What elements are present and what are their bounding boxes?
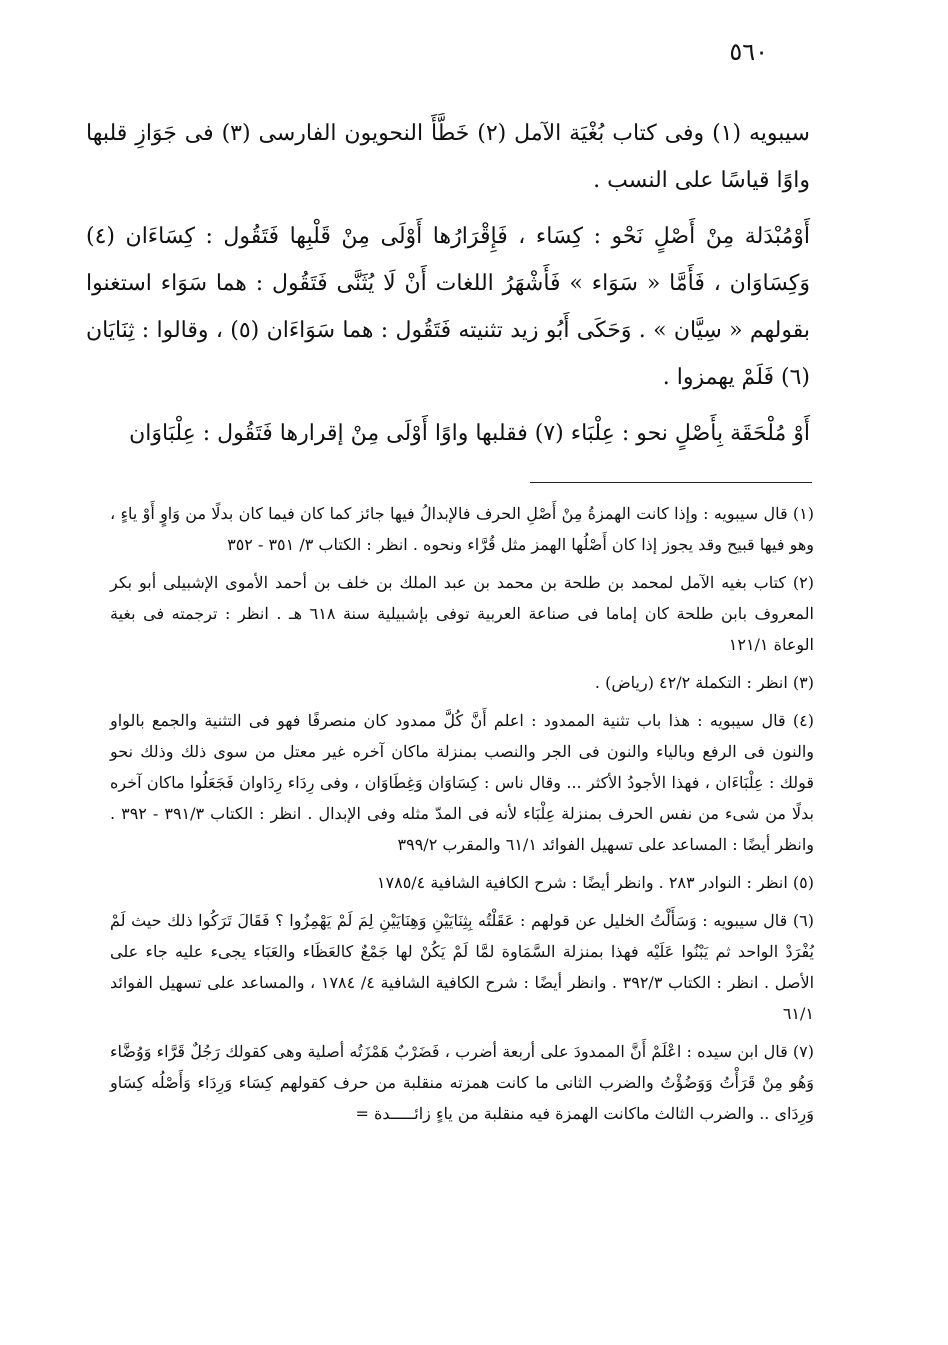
footnotes [110, 498, 814, 1136]
footnote-6: (٦) قال سيبويه : وَسَأَلْتُ الخليل عن قولهم : عَقَلْتُه بِثِنَايَيْنِ وَهِنَايَيْنِ لِمَ لَمْ يَهْمِزُوا ؟ فَقَالَ تَرَكُوا ذلك حيث لَمْ يُفْرَدْ الواحد ثم يَبْنُوا عَلَيْه فهذا بمنزلة السَّمَاوة لمَّا لَمْ يَكُنْ لها جَمْعٌ كالعَظَاء والعَبَاء يجىء عليه جاء على الأصل . انظر : الكتاب ٣٩٢/٣ . وانظر أيضًا : شرح الكافية الشافية ٤/ ١٧٨٤ ، والمساعد على تسهيل الفوائد ٦١/١ [110, 911, 815, 1023]
footnote-7: (٧) قال ابن سيده : اعْلَمْ أَنَّ الممدودَ على أربعة أضرب ، فَضَرْبٌ هَمْزَتُه أصلية وهى كقولك رَجُلٌ قَرَّاء وَوُضَّاء وَهُو مِنْ قَرَأْتُ وَوَضُؤْتُ والضرب الثانى ما كانت همزته منقلبة من حرف كقولهم كِسَاء وَرِدَاء وَأَصْلُه كِسَاو وَرِدَاى .. والضرب الثالث ماكانت الهمزة فيه منقلبة من ياءٍ زائـــــدة = [110, 1042, 815, 1123]
footnote-1: (١) قال سيبويه : وإذا كانت الهمزةُ مِنْ أَصْلِ الحرف فالإبدالُ فيها جائز كما كان فيما كان بدلًا من وَاوٍ أَوْ ياءٍ ، وهو فيها قبيح وقد يجوز إذا كان أَصْلُها الهمز مثل قُرَّاء ونحوه . انظر : الكتاب ٣/ ٣٥١ - ٣٥٢ [110, 504, 814, 554]
footnote-separator [530, 482, 812, 483]
main-paragraph-2: أَوْمُبْدَلة مِنْ أَصْلٍ نَحْو : كِسَاء ، فَإِقْرَارُها أَوْلَى مِنْ قَلْبِها فَتَقُول : كِسَاءَان (٤) وَكِسَاوَان ، فَأَمَّا « سَوَاء » فَأَشْهَرُ اللغات أَنْ لَا يُثَنَّى فَتَقُول : هما سَوَاء استغنوا بقولهم « سِيَّان » . وَحَكَى أَبُو زيد تثنيته فَتَقُول : هما سَوَاءَان (٥) ، وقالوا : ثِنَايَان (٦) فَلَمْ يهمزوا . [86, 224, 810, 390]
page-number: ٥٦٠ [729, 38, 768, 66]
main-paragraph-3: أَوْ مُلْحَقَة بِأَصْلٍ نحو : عِلْبَاء (٧) فقلبها واوًا أَوْلَى مِنْ إقرارها فَتَقُول : عِلْبَاوَان [129, 421, 810, 446]
footnote-2: (٢) كتاب بغيه الآمل لمحمد بن طلحة بن محمد بن عبد الملك بن خلف بن أحمد الأموى الإشبيلى أبو بكر المعروف بابن طلحة كان إماما فى صناعة العربية توفى بإشبيلية سنة ٦١٨ هـ . انظر : ترجمته فى بغية الوعاة ١٢١/١ [110, 573, 814, 654]
footnote-5: (٥) انظر : النوادر ٢٨٣ . وانظر أيضًا : شرح الكافية الشافية ١٧٨٥/٤ [376, 873, 814, 892]
footnote-4: (٤) قال سيبويه : هذا باب تثنية الممدود : اعلم أَنَّ كُلَّ ممدود كان منصرفًا فهو فى التثنية والجمع بالواو والنون فى الرفع وبالياء والنون فى الجر والنصب بمنزلة ماكان آخره غير معتل من سوى ذلك وذلك نحو قولك : عِلْبَاءَان ، فهذا الأجودُ الأكثر ... وقال ناس : كِسَاوَان وَغِطَاوَان ، وفى رِدَاء رِدَاوان فَجَعَلُوا ماكان آخره بدلًا من شىء من نفس الحرف بمنزلة عِلْبَاء لأنه فى المدّ مثله وفى الإبدال . انظر : الكتاب ٣٩١/٣ - ٣٩٢ . وانظر أيضًا : المساعد على تسهيل الفوائد ٦١/١ والمقرب ٣٩٩/٢ [110, 711, 814, 854]
footnote-3: (٣) انظر : التكملة ٤٢/٢ (رياض) . [594, 673, 814, 692]
main-text [86, 110, 810, 466]
main-paragraph-1: سيبويه (١) وفى كتاب بُغْيَة الآمل (٢) خَطَّأَ النحويون الفارسى (٣) فى جَوَازِ قلبها واوًا قياسًا على النسب . [86, 121, 810, 193]
